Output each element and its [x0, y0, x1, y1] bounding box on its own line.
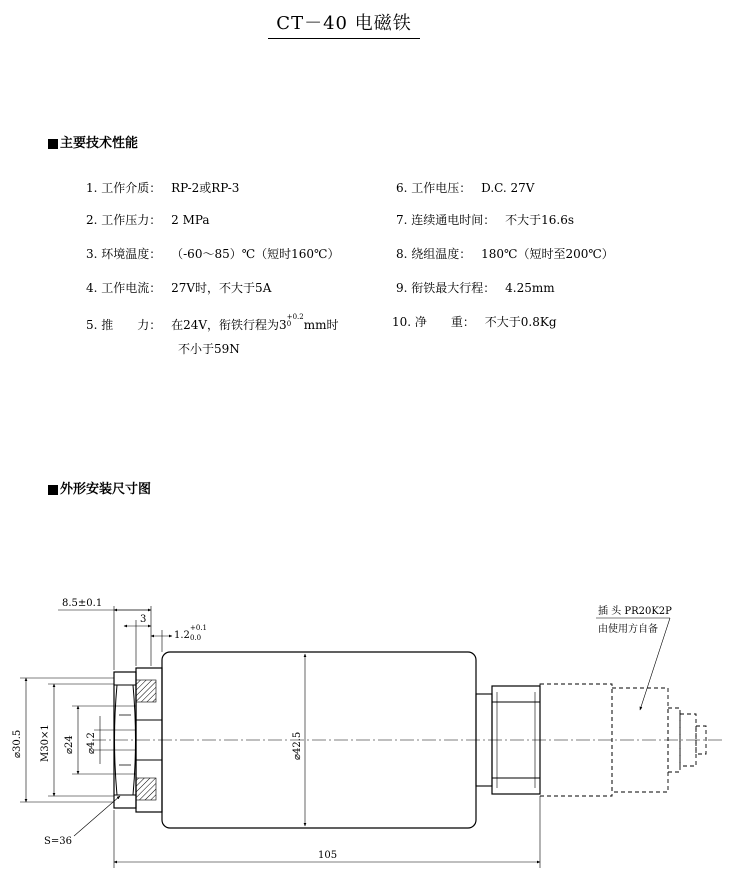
spec-label: 工作电流： [101, 281, 162, 295]
bullet-square-icon [48, 485, 58, 495]
spec-value: 27V时，不大于5A [171, 281, 272, 295]
spec-value: 不大于0.8Kg [484, 315, 557, 329]
title-underline [268, 38, 420, 39]
tolerance-lower: 0 [286, 320, 292, 328]
spec-value [171, 314, 338, 333]
spec-value-part: mm时 [303, 318, 339, 332]
spec-item-10 [392, 314, 557, 330]
spec-num: 4. [86, 281, 98, 295]
spec-value: RP-2或RP-3 [171, 181, 240, 195]
specs-heading [48, 136, 138, 152]
spec-num: 2. [86, 213, 98, 227]
spec-label: 衔铁最大行程： [411, 281, 496, 295]
tolerance [287, 314, 304, 328]
spec-label: 绕组温度： [411, 247, 472, 261]
specs-heading-text: 主要技术性能 [60, 136, 139, 151]
dia-42-5-label: ⌀42.5 [292, 731, 303, 760]
dim-1-2-upper: +0.1 [190, 624, 207, 632]
spec-value-part: 在24V，衔铁行程为3 [171, 318, 287, 332]
spec-label: 工作介质： [101, 181, 162, 195]
m30-label: M30×1 [40, 724, 51, 762]
spec-num: 9. [396, 281, 408, 295]
dim-1-2-label: 1.2 [174, 630, 190, 641]
spec-num: 5. [86, 318, 98, 332]
spec-item-6 [396, 180, 534, 196]
bullet-square-icon [48, 139, 58, 149]
spec-num: 8. [396, 247, 408, 261]
spec-item-3 [86, 246, 339, 262]
spec-value: 4.25mm [505, 281, 555, 295]
tolerance-upper: +0.2 [286, 313, 304, 321]
dia-4-2-label: ⌀4.2 [86, 732, 97, 754]
spec-item-1 [86, 180, 239, 196]
spec-label: 净 重： [414, 315, 475, 329]
spec-num: 7. [396, 213, 408, 227]
spec-label: 环境温度： [101, 247, 162, 261]
outline-drawing [0, 560, 738, 886]
spec-label: 工作电压： [411, 181, 472, 195]
spec-value: （-60～85）℃（短时160℃） [171, 247, 340, 261]
spec-item-7 [396, 212, 574, 228]
page-title: CT－40 电磁铁 [276, 13, 412, 34]
dim-1-2-lower: 0.0 [190, 634, 202, 642]
spec-num: 6. [396, 181, 408, 195]
drawing-heading-text: 外形安装尺寸图 [60, 482, 152, 497]
spec-value: 180℃（短时至200℃） [481, 247, 614, 261]
dim-8-5-label: 8.5±0.1 [62, 598, 103, 609]
spec-label: 连续通电时间： [411, 213, 496, 227]
drawing-heading [48, 482, 151, 498]
spec-item-9 [396, 280, 555, 296]
spec-num: 1. [86, 181, 98, 195]
spec-item-5 [86, 314, 338, 333]
spec-item-8 [396, 246, 614, 262]
spec-label: 工作压力： [101, 213, 162, 227]
spec-value: 不大于16.6s [505, 213, 575, 227]
dia-24-label: ⌀24 [64, 735, 75, 754]
s36-label: S=36 [44, 836, 72, 847]
dim-3-label: 3 [140, 614, 147, 625]
spec-item-5-line2: 不小于59N [178, 342, 240, 356]
spec-label: 推 力： [101, 318, 162, 332]
spec-value: D.C. 27V [481, 181, 535, 195]
plug-note: 由使用方自备 [598, 624, 658, 635]
spec-value: 2 MPa [171, 213, 210, 227]
spec-item-2 [86, 212, 210, 228]
plug-label: 插 头 PR20K2P [598, 606, 672, 617]
spec-num: 10. [392, 315, 412, 329]
spec-item-4 [86, 280, 271, 296]
spec-num: 3. [86, 247, 98, 261]
length-105-label: 105 [318, 850, 338, 861]
dia-30-5-label: ⌀30.5 [12, 729, 23, 758]
